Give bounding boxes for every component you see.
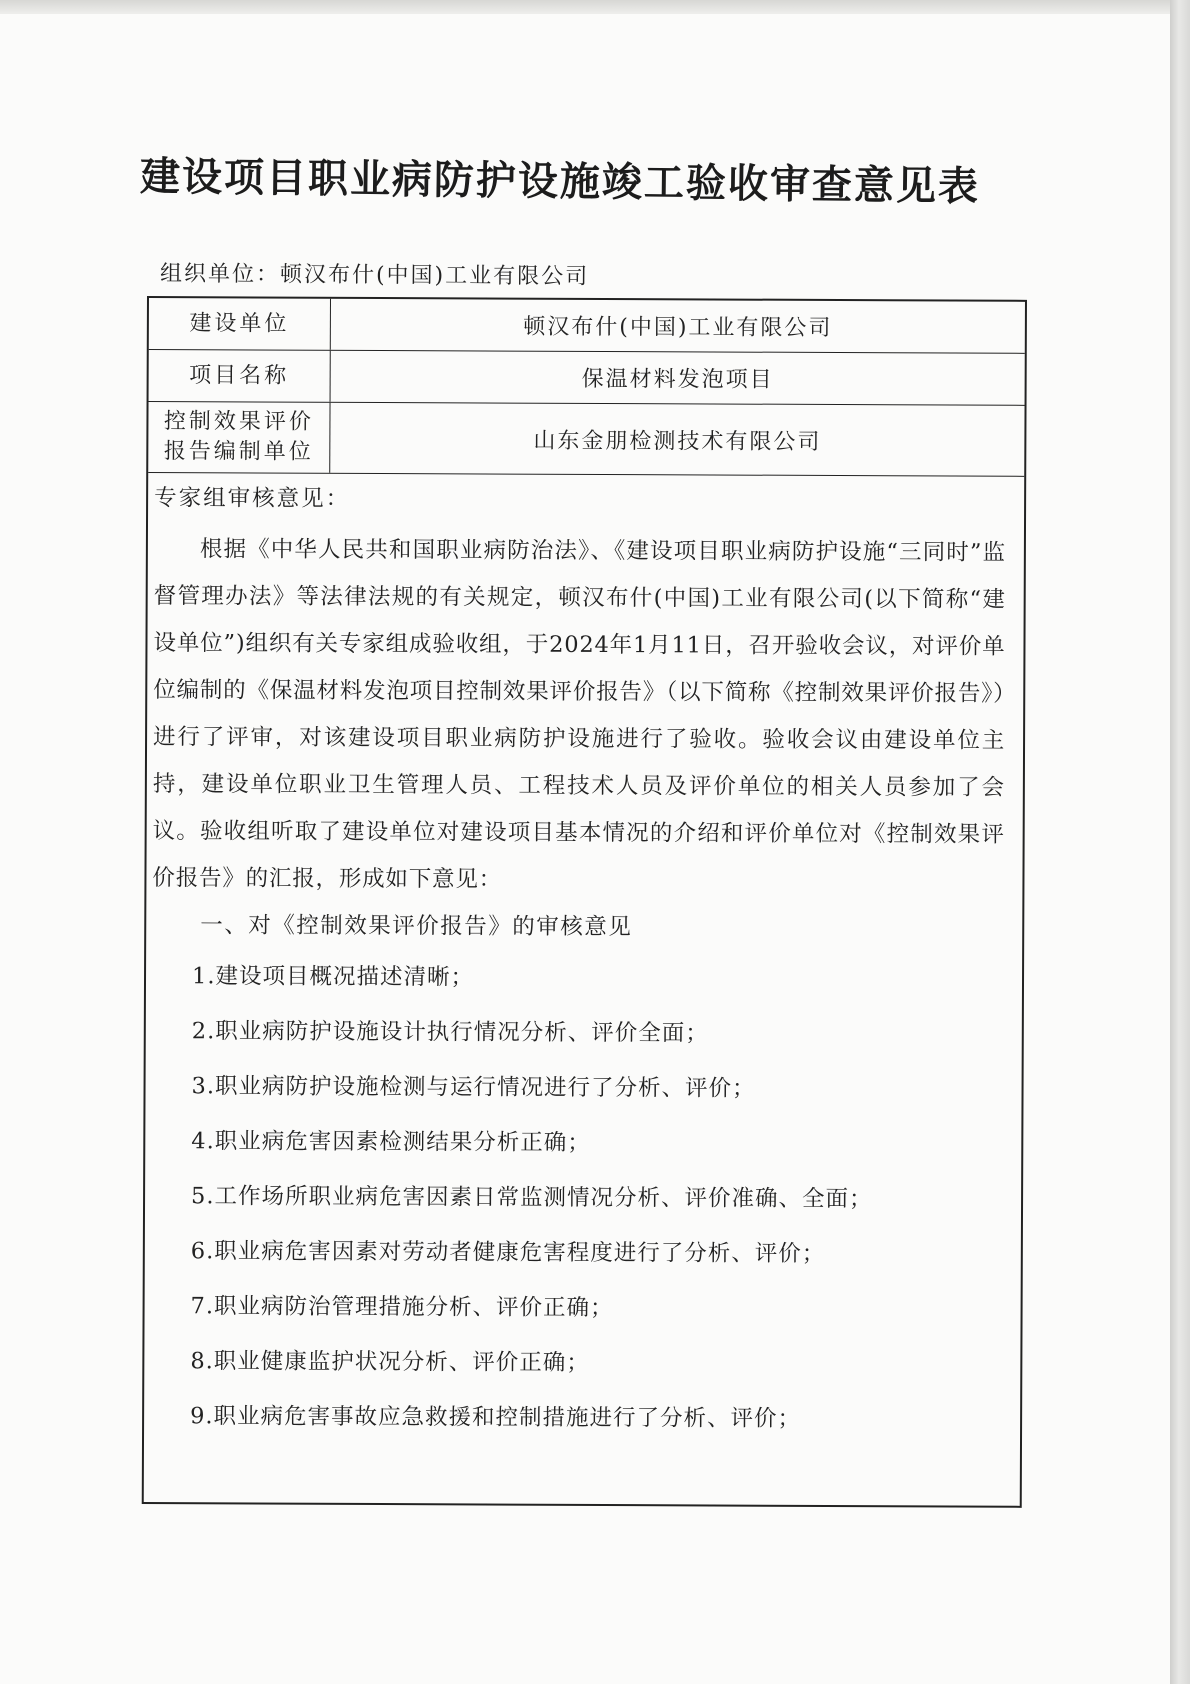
list-item: 5.工作场所职业病危害因素日常监测情况分析、评价准确、全面；	[191, 1183, 873, 1213]
list-item: 7.职业病防治管理措施分析、评价正确；	[190, 1293, 614, 1322]
list-item: 9.职业病危害事故应急救援和控制措施进行了分析、评价；	[190, 1403, 802, 1432]
organizer-line: 组织单位：顿汉布什(中国)工业有限公司	[159, 261, 590, 290]
table-row	[148, 402, 1024, 477]
list-item: 8.职业健康监护状况分析、评价正确；	[190, 1348, 590, 1376]
row-value: 保温材料发泡项目	[581, 366, 774, 393]
scan-right-edge	[1170, 0, 1190, 1684]
expert-opinion-section	[144, 473, 1024, 1506]
list-item: 1.建设项目概况描述清晰；	[191, 963, 475, 991]
list-item: 6.职业病危害因素对劳动者健康危害程度进行了分析、评价；	[190, 1238, 826, 1267]
review-table	[142, 296, 1027, 1508]
row-value: 顿汉布什(中国)工业有限公司	[523, 314, 833, 341]
opinion-paragraph: 根据《中华人民共和国职业病防治法》、《建设项目职业病防护设施“三同时”监督管理办法》等法律法规的有关规定，顿汉布什(中国)工业有限公司(以下简称“建设单位”)组织有关专家组成验收组，于2024年1月11日，召开验收会议，对评价单位编制的《保温材料发泡项目控制效果评价报告》（以下简称《控制效果评价报告》）进行了评审，对该建设项目职业病防护设施进行了验收。验收会议由建设单位主持，建设单位职业卫生管理人员、工程技术人员及评价单位的相关人员参加了会议。验收组听取了建设单位对建设项目基本情况的介绍和评价单位对《控制效果评价报告》的汇报，形成如下意见：	[152, 536, 1006, 893]
row-value: 山东金朋检测技术有限公司	[533, 428, 822, 455]
table-row	[149, 298, 1025, 354]
scan-top-edge	[0, 0, 1190, 14]
row-label: 项目名称	[149, 350, 331, 402]
opinion-heading: 专家组审核意见：	[154, 485, 351, 512]
row-label: 建设单位	[149, 298, 331, 350]
list-item: 3.职业病防护设施检测与运行情况进行了分析、评价；	[191, 1073, 756, 1102]
section-title: 一、对《控制效果评价报告》的审核意见	[200, 912, 633, 941]
table-row	[149, 350, 1025, 406]
list-item: 2.职业病防护设施设计执行情况分析、评价全面；	[191, 1018, 709, 1047]
list-item: 4.职业病危害因素检测结果分析正确；	[191, 1128, 591, 1156]
row-label: 控制效果评价报告编制单位	[148, 402, 330, 473]
document-title: 建设项目职业病防护设施竣工验收审查意见表	[139, 153, 981, 211]
